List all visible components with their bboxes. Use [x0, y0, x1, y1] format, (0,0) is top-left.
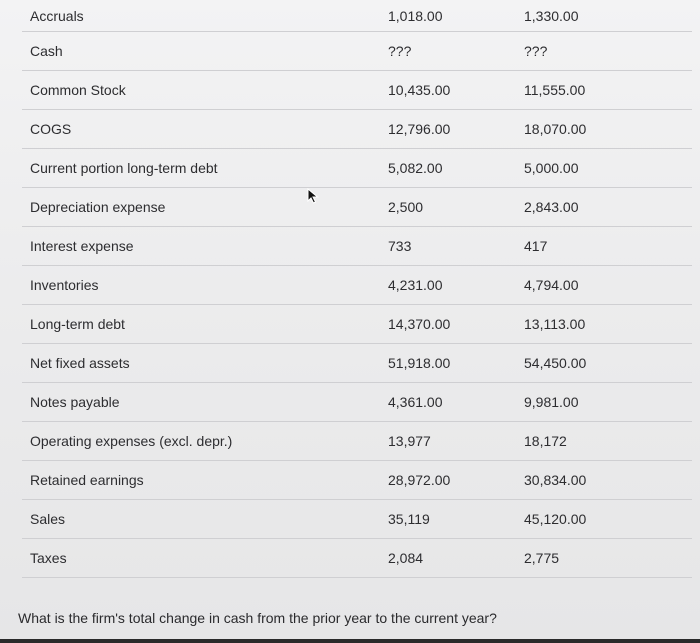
table-row: [22, 266, 692, 305]
bottom-edge-bar: [0, 639, 700, 643]
prior-year-value: 2,500: [388, 199, 424, 215]
table-row: [22, 227, 692, 266]
prior-year-value: 10,435.00: [388, 82, 451, 98]
question-text: What is the firm's total change in cash from the prior year to the current year?: [18, 610, 497, 626]
current-year-value: 4,794.00: [524, 277, 579, 293]
current-year-value: 417: [524, 238, 548, 254]
table-row: [22, 461, 692, 500]
table-row: [22, 149, 692, 188]
prior-year-value: ???: [388, 43, 412, 59]
current-year-value: 9,981.00: [524, 394, 579, 410]
row-label: Operating expenses (excl. depr.): [30, 433, 233, 449]
table-row: [22, 344, 692, 383]
prior-year-value: 4,361.00: [388, 394, 443, 410]
row-label: COGS: [30, 121, 72, 137]
row-label: Retained earnings: [30, 472, 144, 488]
prior-year-value: 14,370.00: [388, 316, 451, 332]
current-year-value: 1,330.00: [524, 7, 579, 24]
prior-year-value: 4,231.00: [388, 277, 443, 293]
row-label: Long-term debt: [30, 316, 125, 332]
current-year-value: ???: [524, 43, 548, 59]
table-row: [22, 0, 692, 32]
row-label: Cash: [30, 43, 63, 59]
prior-year-value: 28,972.00: [388, 472, 451, 488]
row-label: Interest expense: [30, 238, 134, 254]
row-label: Depreciation expense: [30, 199, 166, 215]
row-label: Taxes: [30, 550, 67, 566]
prior-year-value: 35,119: [388, 511, 430, 527]
mouse-pointer-icon: [307, 188, 319, 204]
row-label: Accruals: [30, 7, 84, 24]
current-year-value: 11,555.00: [524, 82, 586, 98]
table-row: [22, 305, 692, 344]
current-year-value: 2,843.00: [524, 199, 579, 215]
prior-year-value: 12,796.00: [388, 121, 451, 137]
prior-year-value: 13,977: [388, 433, 431, 449]
row-label: Inventories: [30, 277, 99, 293]
current-year-value: 13,113.00: [524, 316, 586, 332]
row-label: Sales: [30, 511, 66, 527]
prior-year-value: 1,018.00: [388, 7, 443, 24]
row-label: Common Stock: [30, 82, 126, 98]
table-row: [22, 188, 692, 227]
table-row: [22, 32, 692, 71]
table-row: [22, 500, 692, 539]
prior-year-value: 5,082.00: [388, 160, 443, 176]
row-label: Current portion long-term debt: [30, 160, 218, 176]
table-row: [22, 383, 692, 422]
current-year-value: 54,450.00: [524, 355, 587, 371]
table-row: [22, 422, 692, 461]
table-row: [22, 110, 692, 149]
prior-year-value: 2,084: [388, 550, 424, 566]
financial-data-table: [22, 0, 692, 578]
prior-year-value: 733: [388, 238, 412, 254]
table-row: [22, 539, 692, 578]
current-year-value: 18,172: [524, 433, 567, 449]
prior-year-value: 51,918.00: [388, 355, 451, 371]
current-year-value: 18,070.00: [524, 121, 587, 137]
current-year-value: 30,834.00: [524, 472, 587, 488]
table-row: [22, 71, 692, 110]
current-year-value: 5,000.00: [524, 160, 579, 176]
row-label: Notes payable: [30, 394, 120, 410]
current-year-value: 45,120.00: [524, 511, 587, 527]
row-label: Net fixed assets: [30, 355, 130, 371]
current-year-value: 2,775: [524, 550, 560, 566]
